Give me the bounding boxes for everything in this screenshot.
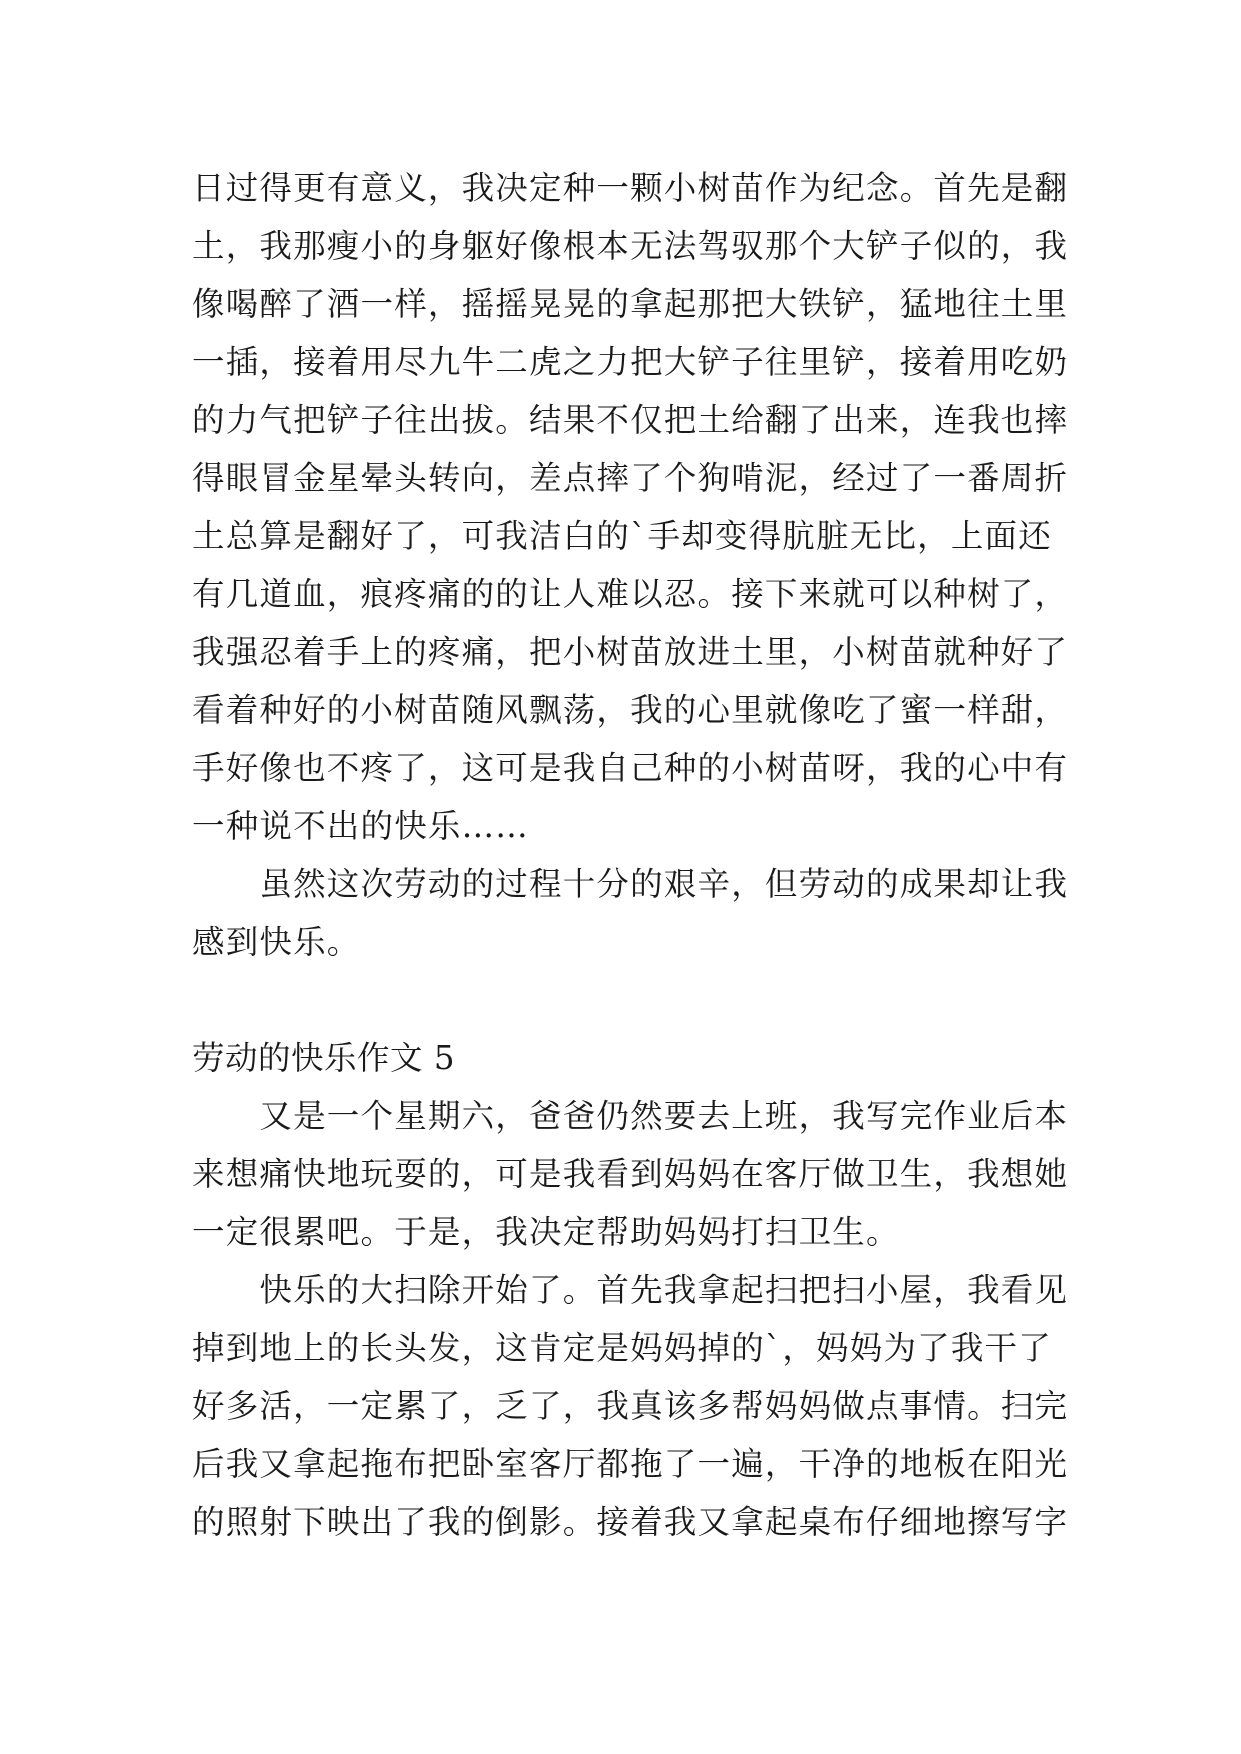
text-line: 土，我那瘦小的身躯好像根本无法驾驭那个大铲子似的，我 xyxy=(192,227,1069,265)
text-line: 看着种好的小树苗随风飘荡，我的心里就像吃了蜜一样甜， xyxy=(192,691,1069,729)
text-line: 像喝醉了酒一样，摇摇晃晃的拿起那把大铁铲，猛地往土里 xyxy=(192,285,1069,323)
text-line: 虽然这次劳动的过程十分的艰辛，但劳动的成果却让我 xyxy=(192,865,1069,903)
text-line: 的照射下映出了我的倒影。接着我又拿起桌布仔细地擦写字 xyxy=(192,1503,1069,1541)
text-line: 得眼冒金星晕头转向，差点摔了个狗啃泥，经过了一番周折 xyxy=(192,459,1069,497)
text-line: 来想痛快地玩耍的，可是我看到妈妈在客厅做卫生，我想她 xyxy=(192,1155,1069,1193)
text-line: 一种说不出的快乐…… xyxy=(192,807,530,845)
text-line: 土总算是翻好了，可我洁白的`手却变得肮脏无比，上面还 xyxy=(192,517,1052,555)
text-line: 一定很累吧。于是，我决定帮助妈妈打扫卫生。 xyxy=(192,1213,900,1251)
text-line: 后我又拿起拖布把卧室客厅都拖了一遍，干净的地板在阳光 xyxy=(192,1445,1069,1483)
text-line: 快乐的大扫除开始了。首先我拿起扫把扫小屋，我看见 xyxy=(192,1271,1069,1309)
text-line: 手好像也不疼了，这可是我自己种的小树苗呀，我的心中有 xyxy=(192,749,1069,787)
text-line: 感到快乐。 xyxy=(192,923,361,961)
text-line: 的力气把铲子往出拔。结果不仅把土给翻了出来，连我也摔 xyxy=(192,401,1069,439)
section-heading: 劳动的快乐作文 5 xyxy=(192,1039,456,1077)
text-line: 有几道血，痕疼痛的的让人难以忍。接下来就可以种树了， xyxy=(192,575,1069,613)
text-line: 一插，接着用尽九牛二虎之力把大铲子往里铲，接着用吃奶 xyxy=(192,343,1069,381)
text-line: 掉到地上的长头发，这肯定是妈妈掉的`，妈妈为了我干了 xyxy=(192,1329,1052,1367)
text-line: 我强忍着手上的疼痛，把小树苗放进土里，小树苗就种好了 xyxy=(192,633,1069,671)
text-line: 日过得更有意义，我决定种一颗小树苗作为纪念。首先是翻 xyxy=(192,169,1069,207)
text-line: 又是一个星期六，爸爸仍然要去上班，我写完作业后本 xyxy=(192,1097,1069,1135)
text-line: 好多活，一定累了，乏了，我真该多帮妈妈做点事情。扫完 xyxy=(192,1387,1069,1425)
